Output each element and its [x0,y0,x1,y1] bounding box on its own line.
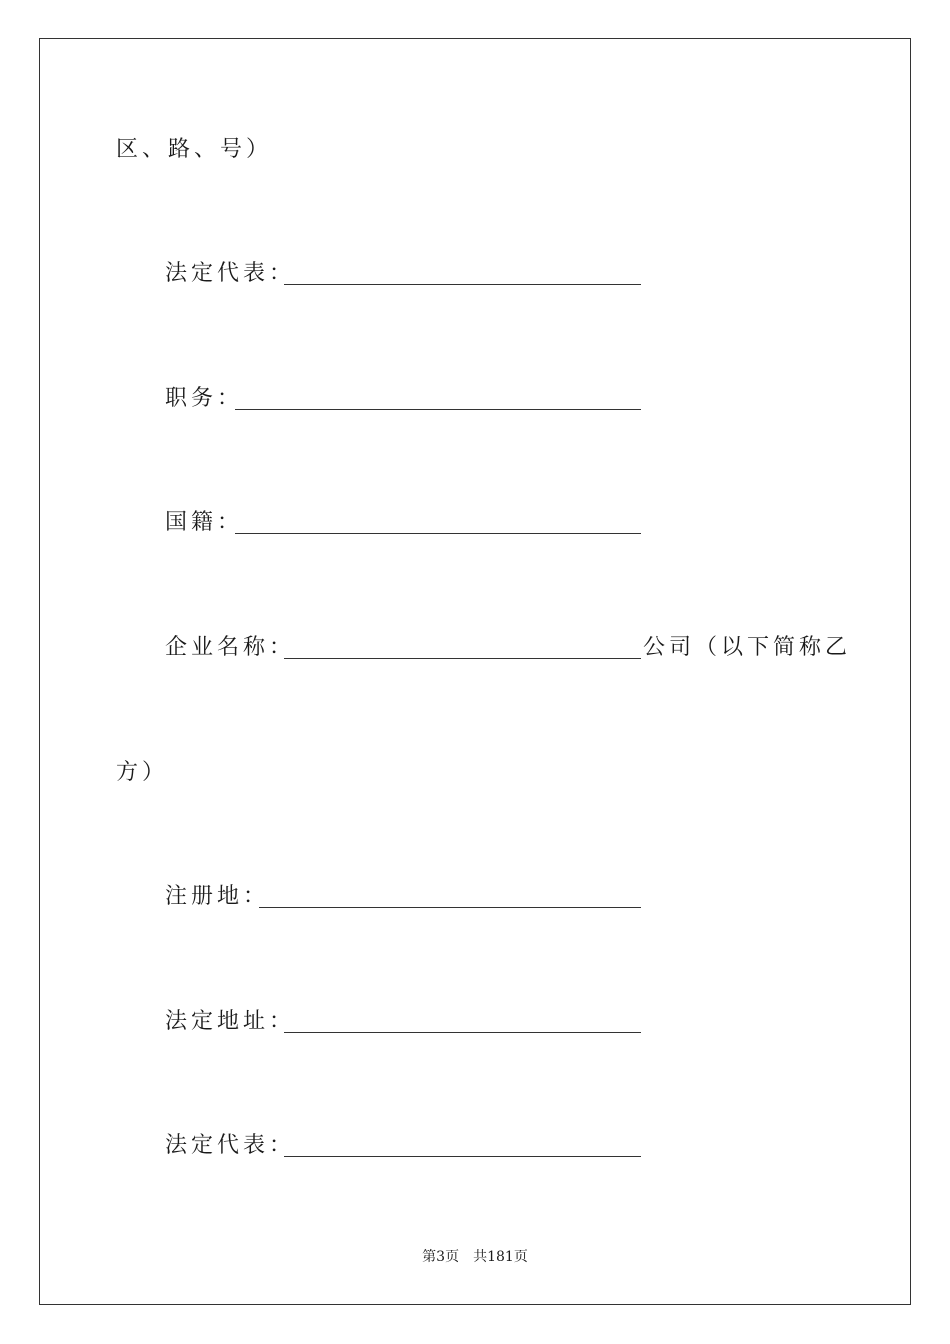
nationality-field[interactable] [235,533,641,534]
company-name-suffix: 公司（以下简称乙 [643,635,852,660]
legal-address-field[interactable] [284,1032,641,1033]
party-b-continuation-text: 方） [116,760,169,785]
total-pages: 共181页 [473,1249,528,1265]
registered-place-field[interactable] [259,907,641,908]
address-continuation-text: 区、路、号） [116,137,273,162]
legal-representative-field-2[interactable] [284,1156,641,1157]
legal-representative-label: 法定代表： [165,261,296,286]
position-label: 职务： [165,386,244,411]
registered-place-label: 注册地： [165,884,270,909]
company-name-label: 企业名称： [165,635,296,660]
page-footer [0,1248,950,1266]
position-field[interactable] [235,409,641,410]
company-name-field[interactable] [284,658,641,659]
page-number: 第3页 [422,1249,460,1265]
nationality-label: 国籍： [165,510,244,535]
legal-address-label: 法定地址： [165,1009,296,1034]
legal-representative-field[interactable] [284,284,641,285]
legal-representative-label-2: 法定代表： [165,1133,296,1158]
page-border [39,38,911,1305]
